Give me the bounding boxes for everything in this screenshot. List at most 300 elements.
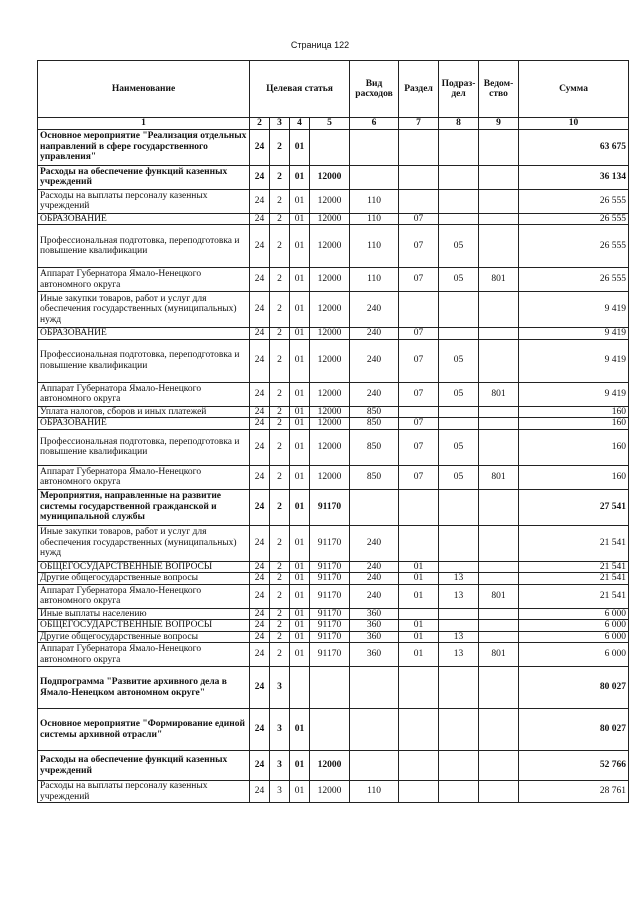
cell-name: Иные выплаты населению xyxy=(38,608,250,620)
cell-target-program: 24 xyxy=(250,213,270,225)
cell-expense-type: 240 xyxy=(350,328,399,340)
cell-target-event: 01 xyxy=(290,213,310,225)
cell-target-subprogram: 2 xyxy=(270,620,290,632)
cell-target-event: 01 xyxy=(290,608,310,620)
column-number: 5 xyxy=(310,118,350,130)
cell-section xyxy=(399,525,439,561)
cell-subsection: 05 xyxy=(439,465,479,489)
cell-sum: 9 419 xyxy=(519,382,629,406)
cell-sum: 36 134 xyxy=(519,165,629,189)
header-target: Целевая статья xyxy=(250,61,350,118)
page-number-label: Страница 122 xyxy=(290,40,350,50)
cell-department xyxy=(479,418,519,430)
cell-subsection xyxy=(439,129,479,165)
cell-department xyxy=(479,165,519,189)
cell-target-subprogram: 3 xyxy=(270,781,290,803)
cell-department xyxy=(479,709,519,751)
cell-target-program: 24 xyxy=(250,129,270,165)
cell-subsection xyxy=(439,781,479,803)
cell-target-direction: 91170 xyxy=(310,489,350,525)
table-body xyxy=(38,129,629,803)
cell-subsection xyxy=(439,608,479,620)
cell-department xyxy=(479,339,519,382)
table-row xyxy=(38,489,629,525)
cell-target-subprogram: 2 xyxy=(270,292,290,328)
cell-department: 801 xyxy=(479,584,519,608)
column-number: 8 xyxy=(439,118,479,130)
cell-target-program: 24 xyxy=(250,561,270,573)
cell-target-direction: 12000 xyxy=(310,382,350,406)
cell-target-program: 24 xyxy=(250,620,270,632)
cell-target-subprogram: 3 xyxy=(270,667,290,709)
cell-target-event: 01 xyxy=(290,418,310,430)
cell-target-direction: 12000 xyxy=(310,465,350,489)
cell-name: Уплата налогов, сборов и иных платежей xyxy=(38,406,250,418)
cell-target-program: 24 xyxy=(250,751,270,781)
cell-expense-type xyxy=(350,709,399,751)
table-row xyxy=(38,382,629,406)
cell-name: ОБРАЗОВАНИЕ xyxy=(38,213,250,225)
header-name: Наименование xyxy=(38,61,250,118)
cell-name: Основное мероприятие "Реализация отдельных направлений в сфере государственного управления" xyxy=(38,129,250,165)
cell-department xyxy=(479,213,519,225)
cell-target-event: 01 xyxy=(290,781,310,803)
table-row xyxy=(38,561,629,573)
cell-sum: 26 555 xyxy=(519,225,629,268)
column-number: 3 xyxy=(270,118,290,130)
cell-sum: 21 541 xyxy=(519,584,629,608)
cell-target-direction: 91170 xyxy=(310,608,350,620)
cell-department xyxy=(479,667,519,709)
cell-name: Расходы на обеспечение функций казенных учреждений xyxy=(38,751,250,781)
table-row xyxy=(38,781,629,803)
cell-name: Профессиональная подготовка, переподготовка и повышение квалификации xyxy=(38,225,250,268)
cell-target-subprogram: 2 xyxy=(270,631,290,643)
cell-department: 801 xyxy=(479,465,519,489)
table-row xyxy=(38,339,629,382)
cell-expense-type xyxy=(350,667,399,709)
cell-target-program: 24 xyxy=(250,328,270,340)
table-row xyxy=(38,165,629,189)
cell-target-event: 01 xyxy=(290,709,310,751)
cell-expense-type: 110 xyxy=(350,213,399,225)
cell-target-program: 24 xyxy=(250,339,270,382)
cell-target-event: 01 xyxy=(290,292,310,328)
cell-department: 801 xyxy=(479,643,519,667)
cell-subsection: 05 xyxy=(439,268,479,292)
cell-target-direction: 12000 xyxy=(310,406,350,418)
table-row xyxy=(38,643,629,667)
cell-sum: 6 000 xyxy=(519,631,629,643)
cell-department xyxy=(479,525,519,561)
cell-name: Аппарат Губернатора Ямало-Ненецкого автономного округа xyxy=(38,382,250,406)
cell-subsection xyxy=(439,292,479,328)
cell-name: Расходы на обеспечение функций казенных учреждений xyxy=(38,165,250,189)
table-row xyxy=(38,418,629,430)
cell-subsection: 13 xyxy=(439,573,479,585)
cell-section xyxy=(399,129,439,165)
cell-target-event: 01 xyxy=(290,561,310,573)
cell-section: 01 xyxy=(399,620,439,632)
cell-subsection xyxy=(439,620,479,632)
cell-sum: 80 027 xyxy=(519,709,629,751)
cell-target-subprogram: 2 xyxy=(270,489,290,525)
cell-target-direction: 12000 xyxy=(310,225,350,268)
cell-target-direction: 12000 xyxy=(310,418,350,430)
cell-section xyxy=(399,781,439,803)
cell-target-program: 24 xyxy=(250,292,270,328)
table-row xyxy=(38,620,629,632)
cell-sum: 6 000 xyxy=(519,608,629,620)
cell-target-direction xyxy=(310,667,350,709)
cell-target-program: 24 xyxy=(250,709,270,751)
cell-subsection xyxy=(439,328,479,340)
cell-target-direction xyxy=(310,709,350,751)
cell-target-program: 24 xyxy=(250,465,270,489)
cell-department xyxy=(479,751,519,781)
cell-target-program: 24 xyxy=(250,406,270,418)
cell-target-program: 24 xyxy=(250,268,270,292)
cell-expense-type: 240 xyxy=(350,584,399,608)
cell-target-subprogram: 2 xyxy=(270,129,290,165)
table-row xyxy=(38,189,629,213)
cell-expense-type: 240 xyxy=(350,573,399,585)
table-row xyxy=(38,709,629,751)
cell-target-event: 01 xyxy=(290,339,310,382)
cell-target-subprogram: 2 xyxy=(270,465,290,489)
cell-name: Аппарат Губернатора Ямало-Ненецкого автономного округа xyxy=(38,584,250,608)
cell-expense-type: 110 xyxy=(350,781,399,803)
cell-sum: 27 541 xyxy=(519,489,629,525)
cell-section: 07 xyxy=(399,225,439,268)
cell-target-event: 01 xyxy=(290,573,310,585)
cell-target-subprogram: 2 xyxy=(270,189,290,213)
table-row xyxy=(38,608,629,620)
cell-subsection: 05 xyxy=(439,382,479,406)
cell-target-subprogram: 2 xyxy=(270,382,290,406)
header-row xyxy=(38,61,629,118)
cell-target-subprogram: 2 xyxy=(270,573,290,585)
cell-expense-type: 240 xyxy=(350,561,399,573)
cell-section: 07 xyxy=(399,213,439,225)
cell-name: Профессиональная подготовка, переподготовка и повышение квалификации xyxy=(38,429,250,465)
cell-name: ОБЩЕГОСУДАРСТВЕННЫЕ ВОПРОСЫ xyxy=(38,620,250,632)
cell-target-program: 24 xyxy=(250,573,270,585)
cell-name: Аппарат Губернатора Ямало-Ненецкого автономного округа xyxy=(38,643,250,667)
cell-target-direction: 91170 xyxy=(310,561,350,573)
table-row xyxy=(38,573,629,585)
table-row xyxy=(38,429,629,465)
cell-target-event: 01 xyxy=(290,268,310,292)
cell-target-program: 24 xyxy=(250,781,270,803)
cell-department xyxy=(479,573,519,585)
cell-sum: 21 541 xyxy=(519,561,629,573)
cell-sum: 21 541 xyxy=(519,525,629,561)
cell-target-event: 01 xyxy=(290,165,310,189)
cell-subsection xyxy=(439,561,479,573)
cell-section xyxy=(399,292,439,328)
cell-target-program: 24 xyxy=(250,489,270,525)
cell-target-subprogram: 2 xyxy=(270,418,290,430)
cell-target-event: 01 xyxy=(290,189,310,213)
cell-sum: 28 761 xyxy=(519,781,629,803)
cell-sum: 26 555 xyxy=(519,213,629,225)
column-number: 2 xyxy=(250,118,270,130)
cell-section xyxy=(399,709,439,751)
cell-expense-type xyxy=(350,751,399,781)
cell-department xyxy=(479,429,519,465)
column-number: 9 xyxy=(479,118,519,130)
cell-expense-type: 240 xyxy=(350,382,399,406)
cell-department xyxy=(479,608,519,620)
cell-section xyxy=(399,189,439,213)
cell-target-program: 24 xyxy=(250,189,270,213)
cell-target-program: 24 xyxy=(250,667,270,709)
cell-subsection xyxy=(439,667,479,709)
cell-name: ОБЩЕГОСУДАРСТВЕННЫЕ ВОПРОСЫ xyxy=(38,561,250,573)
cell-target-subprogram: 3 xyxy=(270,709,290,751)
table-row xyxy=(38,751,629,781)
cell-target-event: 01 xyxy=(290,429,310,465)
cell-name: ОБРАЗОВАНИЕ xyxy=(38,328,250,340)
cell-sum: 52 766 xyxy=(519,751,629,781)
cell-section: 01 xyxy=(399,643,439,667)
cell-subsection xyxy=(439,751,479,781)
cell-name: Подпрограмма "Развитие архивного дела в Ямало-Ненецком автономном округе" xyxy=(38,667,250,709)
cell-department xyxy=(479,225,519,268)
cell-sum: 26 555 xyxy=(519,189,629,213)
cell-target-program: 24 xyxy=(250,584,270,608)
cell-sum: 6 000 xyxy=(519,620,629,632)
cell-sum: 160 xyxy=(519,465,629,489)
cell-name: Иные закупки товаров, работ и услуг для обеспечения государственных (муниципальных) нужд xyxy=(38,525,250,561)
cell-section xyxy=(399,751,439,781)
cell-target-direction: 12000 xyxy=(310,189,350,213)
cell-expense-type xyxy=(350,165,399,189)
cell-target-event: 01 xyxy=(290,489,310,525)
cell-sum: 160 xyxy=(519,406,629,418)
cell-section xyxy=(399,165,439,189)
cell-subsection: 13 xyxy=(439,584,479,608)
cell-section: 07 xyxy=(399,328,439,340)
table-row xyxy=(38,631,629,643)
cell-section: 01 xyxy=(399,584,439,608)
cell-expense-type: 110 xyxy=(350,189,399,213)
header-section: Раздел xyxy=(399,61,439,118)
cell-subsection xyxy=(439,709,479,751)
table-row xyxy=(38,225,629,268)
cell-target-subprogram: 2 xyxy=(270,608,290,620)
cell-subsection xyxy=(439,489,479,525)
cell-department xyxy=(479,406,519,418)
cell-subsection: 05 xyxy=(439,225,479,268)
cell-department xyxy=(479,328,519,340)
table-row xyxy=(38,328,629,340)
cell-expense-type: 360 xyxy=(350,620,399,632)
cell-target-direction: 12000 xyxy=(310,165,350,189)
cell-sum: 160 xyxy=(519,429,629,465)
table-row xyxy=(38,667,629,709)
cell-name: Мероприятия, направленные на развитие системы государственной гражданской и муниципальной службы xyxy=(38,489,250,525)
cell-target-program: 24 xyxy=(250,165,270,189)
cell-target-direction: 91170 xyxy=(310,631,350,643)
table-row xyxy=(38,584,629,608)
cell-target-program: 24 xyxy=(250,608,270,620)
cell-subsection xyxy=(439,189,479,213)
cell-department xyxy=(479,489,519,525)
cell-section: 07 xyxy=(399,382,439,406)
cell-target-program: 24 xyxy=(250,429,270,465)
cell-department xyxy=(479,620,519,632)
cell-section: 07 xyxy=(399,339,439,382)
budget-table xyxy=(37,60,629,803)
cell-expense-type: 240 xyxy=(350,339,399,382)
column-number: 6 xyxy=(350,118,399,130)
cell-sum: 26 555 xyxy=(519,268,629,292)
cell-section: 07 xyxy=(399,268,439,292)
cell-target-event: 01 xyxy=(290,465,310,489)
cell-target-event: 01 xyxy=(290,406,310,418)
cell-target-event: 01 xyxy=(290,643,310,667)
cell-target-subprogram: 2 xyxy=(270,165,290,189)
cell-target-event: 01 xyxy=(290,584,310,608)
cell-target-subprogram: 2 xyxy=(270,643,290,667)
column-number: 4 xyxy=(290,118,310,130)
cell-target-event: 01 xyxy=(290,751,310,781)
cell-department: 801 xyxy=(479,268,519,292)
cell-target-program: 24 xyxy=(250,225,270,268)
cell-name: Аппарат Губернатора Ямало-Ненецкого автономного округа xyxy=(38,268,250,292)
cell-section: 01 xyxy=(399,631,439,643)
cell-target-event: 01 xyxy=(290,631,310,643)
cell-target-program: 24 xyxy=(250,525,270,561)
cell-subsection: 13 xyxy=(439,631,479,643)
table-row xyxy=(38,213,629,225)
cell-expense-type: 850 xyxy=(350,465,399,489)
table-row xyxy=(38,406,629,418)
cell-department xyxy=(479,189,519,213)
cell-section: 07 xyxy=(399,429,439,465)
cell-target-event: 01 xyxy=(290,525,310,561)
cell-section xyxy=(399,489,439,525)
cell-expense-type: 240 xyxy=(350,292,399,328)
cell-target-event: 01 xyxy=(290,225,310,268)
cell-section xyxy=(399,667,439,709)
column-number: 10 xyxy=(519,118,629,130)
cell-name: Другие общегосударственные вопросы xyxy=(38,631,250,643)
cell-target-subprogram: 2 xyxy=(270,328,290,340)
cell-department xyxy=(479,129,519,165)
cell-target-direction: 91170 xyxy=(310,620,350,632)
cell-target-direction: 12000 xyxy=(310,751,350,781)
column-number: 7 xyxy=(399,118,439,130)
cell-expense-type: 240 xyxy=(350,525,399,561)
cell-subsection xyxy=(439,165,479,189)
cell-target-direction: 91170 xyxy=(310,643,350,667)
cell-subsection: 05 xyxy=(439,339,479,382)
cell-target-event: 01 xyxy=(290,328,310,340)
cell-subsection xyxy=(439,213,479,225)
column-number-row xyxy=(38,118,629,130)
cell-department xyxy=(479,631,519,643)
cell-expense-type: 360 xyxy=(350,643,399,667)
cell-expense-type xyxy=(350,129,399,165)
cell-sum: 160 xyxy=(519,418,629,430)
cell-name: Аппарат Губернатора Ямало-Ненецкого автономного округа xyxy=(38,465,250,489)
cell-subsection xyxy=(439,406,479,418)
cell-target-subprogram: 2 xyxy=(270,213,290,225)
cell-sum: 21 541 xyxy=(519,573,629,585)
cell-expense-type: 360 xyxy=(350,631,399,643)
cell-expense-type: 110 xyxy=(350,268,399,292)
cell-target-subprogram: 2 xyxy=(270,584,290,608)
cell-target-direction: 12000 xyxy=(310,429,350,465)
header-sum: Сумма xyxy=(519,61,629,118)
cell-target-program: 24 xyxy=(250,643,270,667)
cell-sum: 80 027 xyxy=(519,667,629,709)
cell-expense-type xyxy=(350,489,399,525)
cell-department xyxy=(479,292,519,328)
cell-target-subprogram: 2 xyxy=(270,225,290,268)
cell-section xyxy=(399,406,439,418)
cell-target-direction: 12000 xyxy=(310,328,350,340)
cell-target-direction: 12000 xyxy=(310,268,350,292)
cell-name: Расходы на выплаты персоналу казенных учреждений xyxy=(38,189,250,213)
cell-target-direction: 91170 xyxy=(310,573,350,585)
cell-target-event: 01 xyxy=(290,382,310,406)
cell-expense-type: 850 xyxy=(350,406,399,418)
cell-section: 01 xyxy=(399,561,439,573)
cell-target-program: 24 xyxy=(250,382,270,406)
cell-section: 07 xyxy=(399,418,439,430)
table-row xyxy=(38,292,629,328)
cell-target-subprogram: 2 xyxy=(270,406,290,418)
cell-expense-type: 850 xyxy=(350,429,399,465)
cell-target-direction xyxy=(310,129,350,165)
cell-target-subprogram: 2 xyxy=(270,339,290,382)
cell-target-subprogram: 2 xyxy=(270,268,290,292)
cell-target-event xyxy=(290,667,310,709)
cell-target-event: 01 xyxy=(290,620,310,632)
cell-name: Основное мероприятие "Формирование единой системы архивной отрасли" xyxy=(38,709,250,751)
cell-name: Профессиональная подготовка, переподготовка и повышение квалификации xyxy=(38,339,250,382)
cell-target-program: 24 xyxy=(250,418,270,430)
cell-subsection xyxy=(439,418,479,430)
table-row xyxy=(38,525,629,561)
cell-target-subprogram: 3 xyxy=(270,751,290,781)
cell-section: 01 xyxy=(399,573,439,585)
cell-subsection: 13 xyxy=(439,643,479,667)
cell-target-subprogram: 2 xyxy=(270,429,290,465)
table-row xyxy=(38,268,629,292)
cell-target-direction: 91170 xyxy=(310,584,350,608)
cell-name: ОБРАЗОВАНИЕ xyxy=(38,418,250,430)
cell-expense-type: 110 xyxy=(350,225,399,268)
cell-sum: 63 675 xyxy=(519,129,629,165)
cell-section xyxy=(399,608,439,620)
cell-target-direction: 12000 xyxy=(310,213,350,225)
cell-department: 801 xyxy=(479,382,519,406)
cell-department xyxy=(479,781,519,803)
cell-target-program: 24 xyxy=(250,631,270,643)
cell-target-direction: 12000 xyxy=(310,781,350,803)
cell-target-direction: 12000 xyxy=(310,292,350,328)
header-subsection: Подраз-дел xyxy=(439,61,479,118)
column-number: 1 xyxy=(38,118,250,130)
cell-name: Иные закупки товаров, работ и услуг для обеспечения государственных (муниципальных) нужд xyxy=(38,292,250,328)
cell-expense-type: 360 xyxy=(350,608,399,620)
cell-target-subprogram: 2 xyxy=(270,525,290,561)
